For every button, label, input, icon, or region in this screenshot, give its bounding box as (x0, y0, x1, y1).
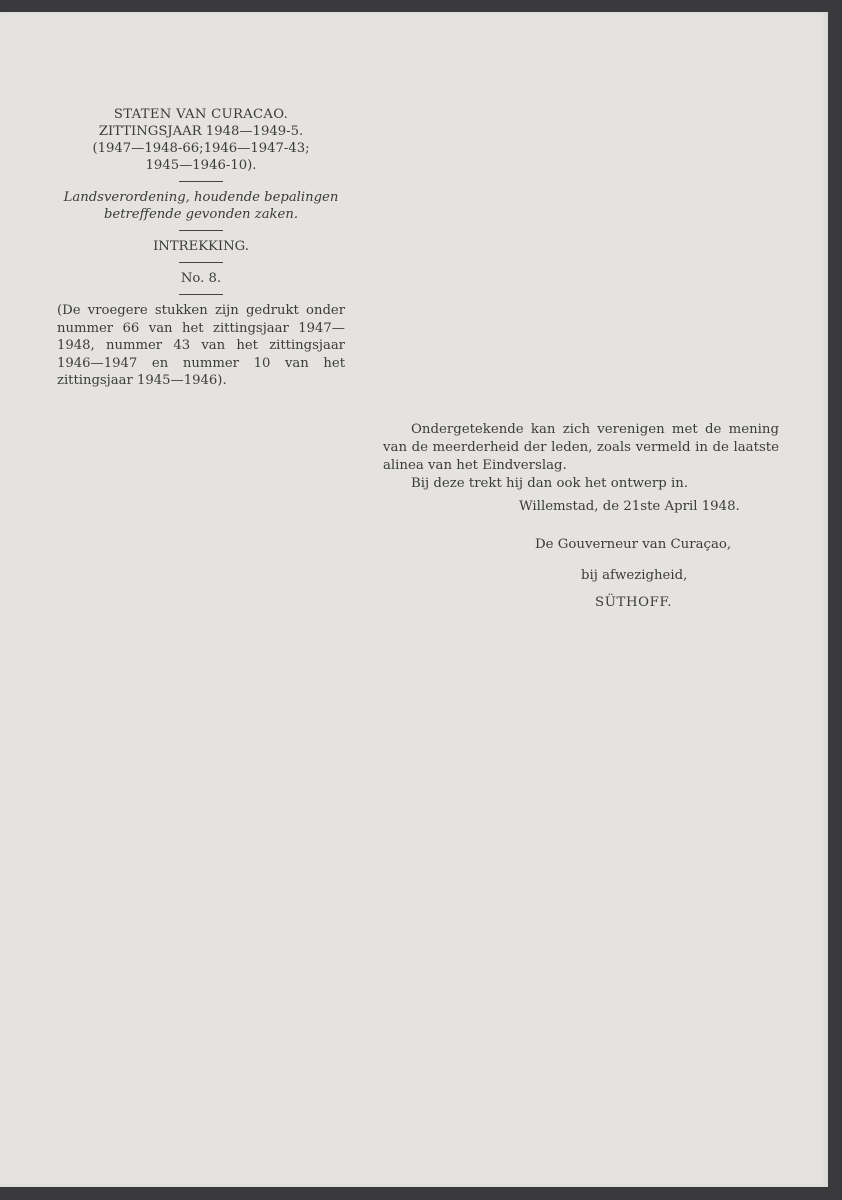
number-label: No. 8. (180, 271, 222, 286)
divider-rule (179, 230, 223, 231)
divider-rule (179, 294, 223, 295)
right-column (383, 421, 779, 493)
divider-rule (179, 262, 223, 263)
subject-line-2: betreffende gevonden zaken. (103, 207, 299, 222)
in-absence-note: bij afwezigheid, (581, 568, 688, 583)
signatory-name: SÜTHOFF. (595, 595, 673, 610)
body-paragraph-2: Bij deze trekt hij dan ook het ontwerp in. (411, 476, 689, 491)
document-page (0, 12, 828, 1187)
divider-rule (179, 181, 223, 182)
body-paragraph-1: Ondergetekende kan zich verenigen met de mening van de meerderheid der leden, zoals vermeld in de laatste alinea van het Eindverslag. (383, 422, 779, 473)
place-date: Willemstad, de 21ste April 1948. (519, 499, 740, 514)
body-text (383, 421, 779, 493)
header-line-1: STATEN VAN CURACAO. (113, 107, 289, 122)
subject-line-1: Landsverordening, houdende bepalingen (63, 190, 339, 205)
header-line-3: (1947—1948-66;1946—1947-43; (92, 141, 310, 156)
previous-documents-note: (De vroegere stukken zijn gedrukt onder nummer 66 van het zittingsjaar 1947—1948, nummer 43 van het zittingsjaar 1946—1947 en nummer 10 van het zittingsjaar 1945—1946). (57, 303, 345, 388)
governor-title: De Gouverneur van Curaçao, (535, 537, 732, 552)
header-line-4: 1945—1946-10). (145, 158, 257, 173)
header-line-2: ZITTINGSJAAR 1948—1949-5. (98, 124, 304, 139)
left-column (57, 106, 345, 390)
type-label: INTREKKING. (153, 239, 249, 254)
